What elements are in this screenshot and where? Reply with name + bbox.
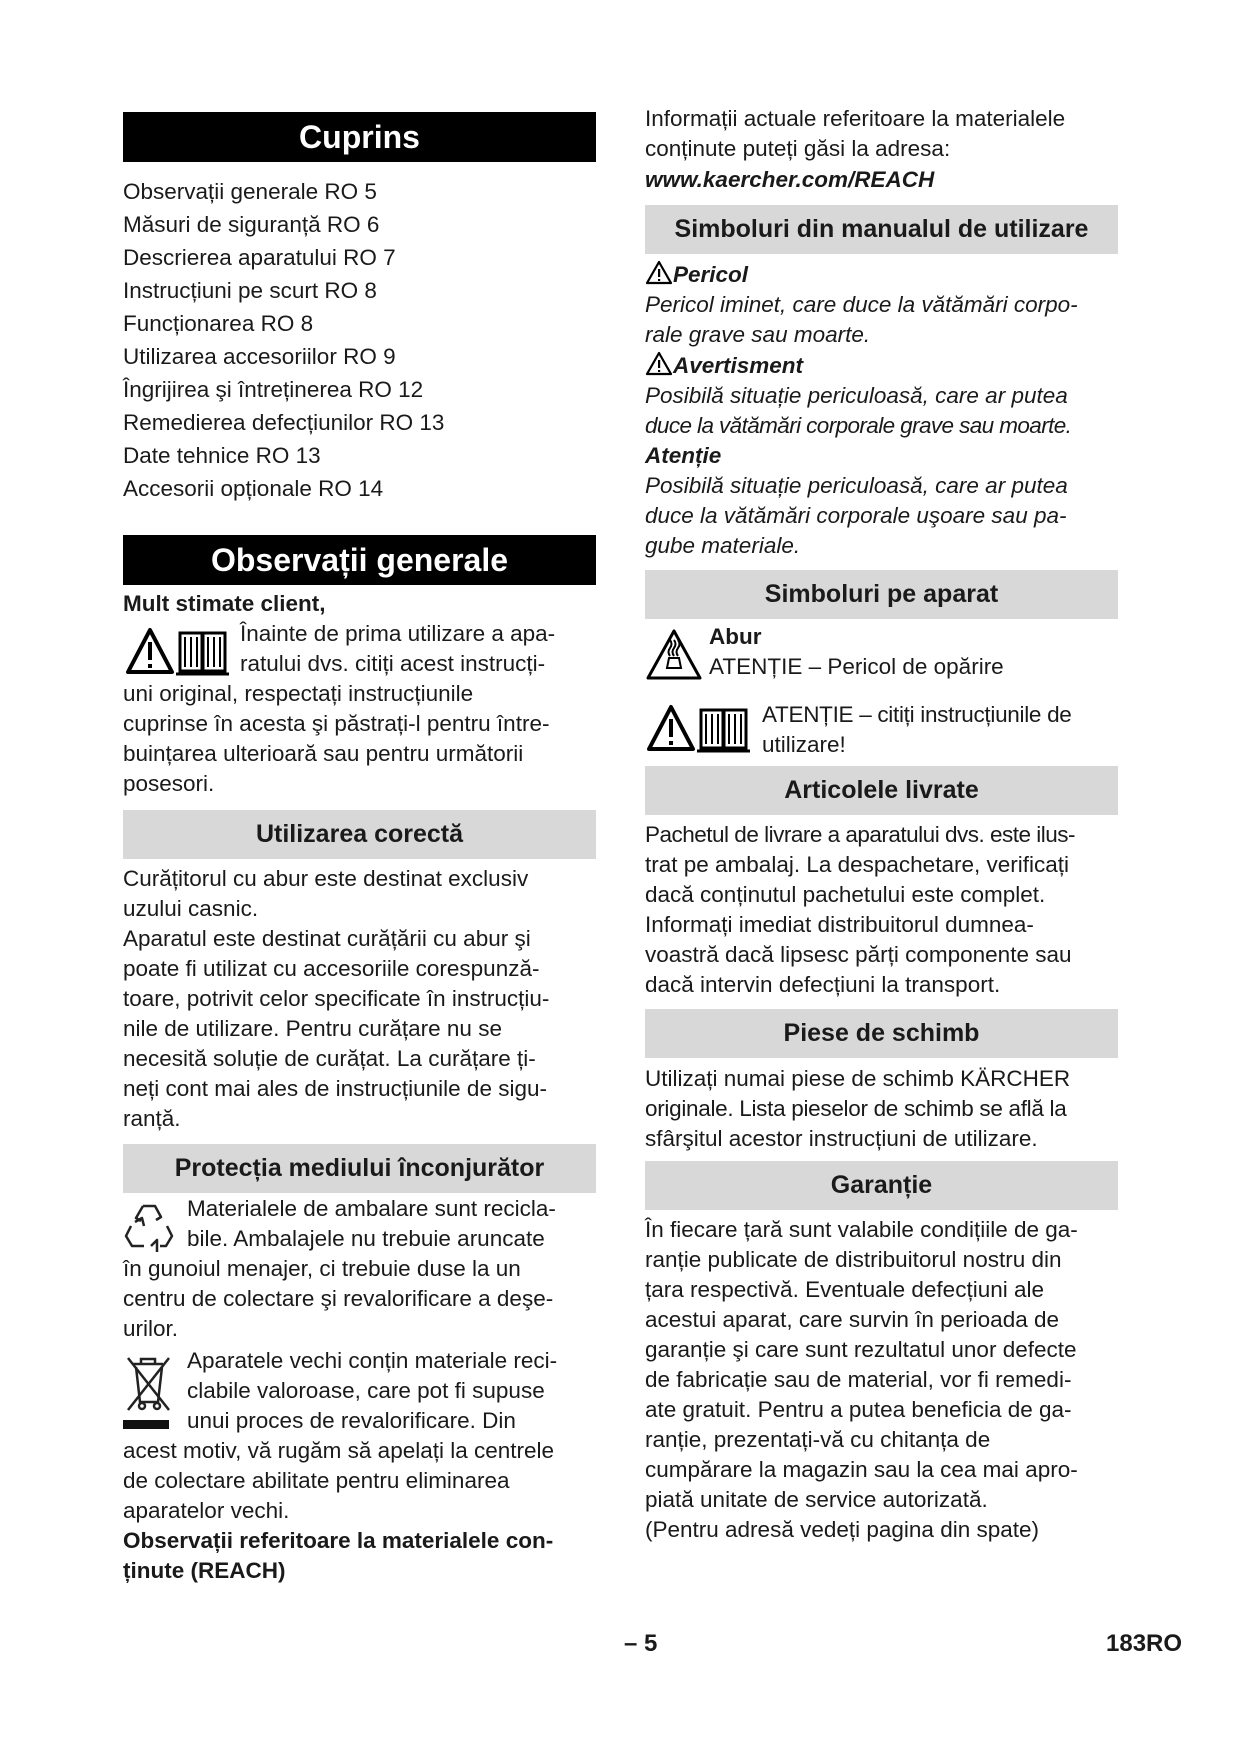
correct-use-line: toare, potrivit celor specificate în instrucțiu-: [123, 986, 550, 1011]
caution-label: Atenție: [645, 443, 722, 468]
manual-symbols-heading: Simboluri din manualul de utilizare: [645, 205, 1118, 254]
page-number: – 5: [624, 1630, 658, 1657]
environment-heading: Protecția mediului înconjurător: [123, 1144, 596, 1193]
delivery-line: Informați imediat distribuitorul dumnea-: [645, 912, 1034, 937]
intro-line: posesori.: [123, 771, 215, 796]
correct-use-line: ranță.: [123, 1106, 181, 1131]
delivery-line: voastră dacă lipsesc părți componente sau: [645, 942, 1072, 967]
device-symbols-heading: Simboluri pe aparat: [645, 570, 1118, 619]
hot-steam-icon: [645, 628, 703, 682]
weee-line: aparatelor vechi.: [123, 1498, 290, 1523]
delivery-line: dacă intervin defecțiuni la transport.: [645, 972, 1001, 997]
caution-line: gube materiale.: [645, 533, 801, 558]
correct-use-line: necesită soluție de curățat. La curățare ți-: [123, 1046, 536, 1071]
reach-heading: Observații referitoare la materialele con-: [123, 1528, 554, 1553]
correct-use-line: nile de utilizare. Pentru curățare nu se: [123, 1016, 502, 1041]
warranty-line: acestui aparat, care survin în perioada de: [645, 1307, 1059, 1332]
recycle-line: bile. Ambalajele nu trebuie aruncate: [187, 1226, 545, 1251]
recycle-icon: [123, 1200, 175, 1252]
toc-item[interactable]: Funcționarea RO 8: [123, 311, 314, 336]
warranty-line: ranție, prezentați-vă cu chitanța de: [645, 1427, 991, 1452]
toc-item[interactable]: Date tehnice RO 13: [123, 443, 321, 468]
danger-label: Pericol: [673, 262, 749, 287]
intro-line: cuprinse în acesta şi păstrați-l pentru între-: [123, 711, 550, 736]
warning-triangle-icon: [645, 351, 673, 376]
correct-use-line: neți cont mai ales de instrucțiunile de sigu-: [123, 1076, 547, 1101]
reach-text-line: conținute puteți găsi la adresa:: [645, 136, 951, 161]
warranty-line: țara respectivă. Eventuale defecțiuni ale: [645, 1277, 1044, 1302]
caution-line: duce la vătămări corporale uşoare sau pa-: [645, 503, 1067, 528]
warranty-line: de fabricație sau de material, vor fi remedi-: [645, 1367, 1072, 1392]
warranty-line: ate gratuit. Pentru a putea beneficia de ga-: [645, 1397, 1072, 1422]
recycle-line: centru de colectare şi revalorificare a deşe-: [123, 1286, 554, 1311]
recycle-line: urilor.: [123, 1316, 179, 1341]
correct-use-heading: Utilizarea corectă: [123, 810, 596, 859]
correct-use-line: uzului casnic.: [123, 896, 259, 921]
toc-item[interactable]: Accesorii opționale RO 14: [123, 476, 384, 501]
spare-parts-line: Utilizați numai piese de schimb KÄRCHER: [645, 1066, 1071, 1091]
weee-line: acest motiv, vă rugăm să apelați la centrele: [123, 1438, 555, 1463]
warning-label: Avertisment: [673, 353, 804, 378]
warranty-line: cumpărare la magazin sau la cea mai apro-: [645, 1457, 1078, 1482]
intro-line: buințarea ulterioară sau pentru următorii: [123, 741, 524, 766]
warning-read-manual-icon: [126, 627, 230, 677]
warranty-line: (Pentru adresă vedeți pagina din spate): [645, 1517, 1040, 1542]
reach-heading: ținute (REACH): [123, 1558, 286, 1583]
spare-parts-line: originale. Lista pieselor de schimb se află la: [645, 1096, 1067, 1121]
steam-label: Abur: [709, 624, 762, 649]
warning-label-row: [645, 351, 803, 381]
intro-line: Înainte de prima utilizare a apa-: [240, 621, 556, 646]
weee-line: unui proces de revalorificare. Din: [187, 1408, 516, 1433]
reach-text-line: Informații actuale referitoare la materialele: [645, 106, 1066, 131]
weee-bin-icon: [123, 1350, 173, 1430]
weee-line: clabile valoroase, care pot fi supuse: [187, 1378, 545, 1403]
toc-item[interactable]: Observații generale RO 5: [123, 179, 377, 204]
delivery-heading: Articolele livrate: [645, 766, 1118, 815]
delivery-line: dacă conținutul pachetului este complet.: [645, 882, 1046, 907]
delivery-line: trat pe ambalaj. La despachetare, verificați: [645, 852, 1069, 877]
toc-item[interactable]: Utilizarea accesoriilor RO 9: [123, 344, 396, 369]
spare-parts-line: sfârşitul acestor instrucțiuni de utilizare.: [645, 1126, 1038, 1151]
intro-line: ratului dvs. citiți acest instrucți-: [240, 651, 546, 676]
delivery-line: Pachetul de livrare a aparatului dvs. este ilus-: [645, 822, 1075, 847]
read-line: utilizare!: [762, 732, 846, 757]
warning-line: Posibilă situație periculoasă, care ar putea: [645, 383, 1068, 408]
correct-use-line: Curățitorul cu abur este destinat exclusiv: [123, 866, 529, 891]
warranty-heading: Garanție: [645, 1161, 1118, 1210]
correct-use-line: poate fi utilizat cu accesoriile corespunză-: [123, 956, 540, 981]
warranty-line: piată unitate de service autorizată.: [645, 1487, 988, 1512]
warranty-line: garanție şi care sunt rezultatul unor defecte: [645, 1337, 1077, 1362]
toc-item[interactable]: Îngrijirea şi întreținerea RO 12: [123, 377, 424, 402]
reach-url-link[interactable]: www.kaercher.com/REACH: [645, 167, 935, 192]
danger-line: Pericol iminet, care duce la vătămări corpo-: [645, 292, 1078, 317]
read-instructions-icon: [647, 704, 751, 754]
warranty-line: În fiecare țară sunt valabile condițiile de ga-: [645, 1217, 1078, 1242]
spare-parts-heading: Piese de schimb: [645, 1009, 1118, 1058]
toc-heading: Cuprins: [123, 112, 596, 162]
danger-label-row: [645, 260, 748, 290]
danger-line: rale grave sau moarte.: [645, 322, 871, 347]
recycle-line: Materialele de ambalare sunt recicla-: [187, 1196, 556, 1221]
weee-line: Aparatele vechi conțin materiale reci-: [187, 1348, 558, 1373]
page-code: 183RO: [1106, 1630, 1183, 1657]
steam-text: ATENȚIE – Pericol de opărire: [709, 654, 1004, 679]
caution-line: Posibilă situație periculoasă, care ar putea: [645, 473, 1068, 498]
warning-line: duce la vătămări corporale grave sau moarte.: [645, 413, 1072, 438]
read-line: ATENȚIE – citiți instrucțiunile de: [762, 702, 1072, 727]
greeting: Mult stimate client,: [123, 591, 326, 616]
toc-item[interactable]: Instrucțiuni pe scurt RO 8: [123, 278, 377, 303]
recycle-line: în gunoiul menajer, ci trebuie duse la un: [123, 1256, 521, 1281]
weee-line: de colectare abilitate pentru eliminarea: [123, 1468, 510, 1493]
toc-item[interactable]: Descrierea aparatului RO 7: [123, 245, 396, 270]
toc-item[interactable]: Măsuri de siguranță RO 6: [123, 212, 380, 237]
general-heading: Observații generale: [123, 535, 596, 585]
intro-line: uni original, respectați instrucțiunile: [123, 681, 474, 706]
correct-use-line: Aparatul este destinat curățării cu abur şi: [123, 926, 531, 951]
toc-item[interactable]: Remedierea defecțiunilor RO 13: [123, 410, 445, 435]
warranty-line: ranție publicate de distribuitorul nostru din: [645, 1247, 1062, 1272]
danger-triangle-icon: [645, 260, 673, 285]
